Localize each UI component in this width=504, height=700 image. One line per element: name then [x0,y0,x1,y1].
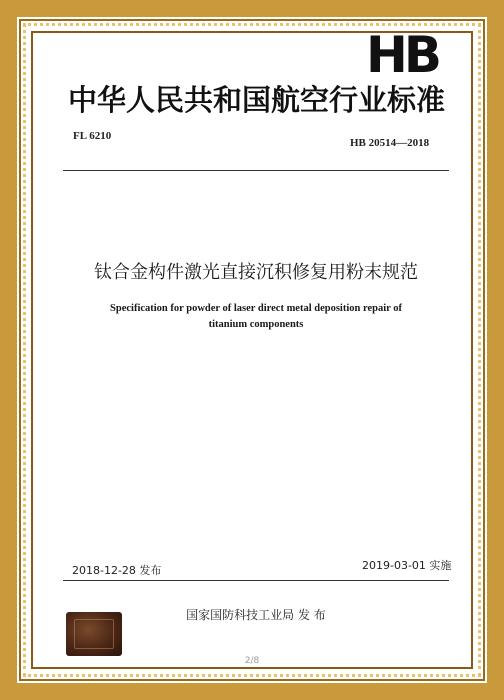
frame-outer-border [19,19,485,681]
chinese-title: 钛合金构件激光直接沉积修复用粉末规范 [94,262,418,283]
frame-bead-border [23,23,481,677]
english-title [60,301,452,333]
page-indicator: 2/8 [244,656,260,666]
bottom-divider [63,580,449,581]
english-title-line-1: Specification for powder of laser direct metal deposition repair of [110,303,402,314]
seal-inner-border [74,619,114,649]
implementation-date: 2019-03-01 实施 [362,559,452,572]
org-title: 中华人民共和国航空行业标准 [68,83,446,117]
publisher: 国家国防科技工业局 发 布 [186,608,326,622]
classification-code: FL 6210 [73,130,112,142]
standard-number: HB 20514—2018 [350,137,430,149]
english-title-line-2: titanium components [208,319,304,330]
hb-logo: HB [366,26,438,84]
top-divider [63,170,449,171]
issue-date: 2018-12-28 发布 [72,564,162,577]
